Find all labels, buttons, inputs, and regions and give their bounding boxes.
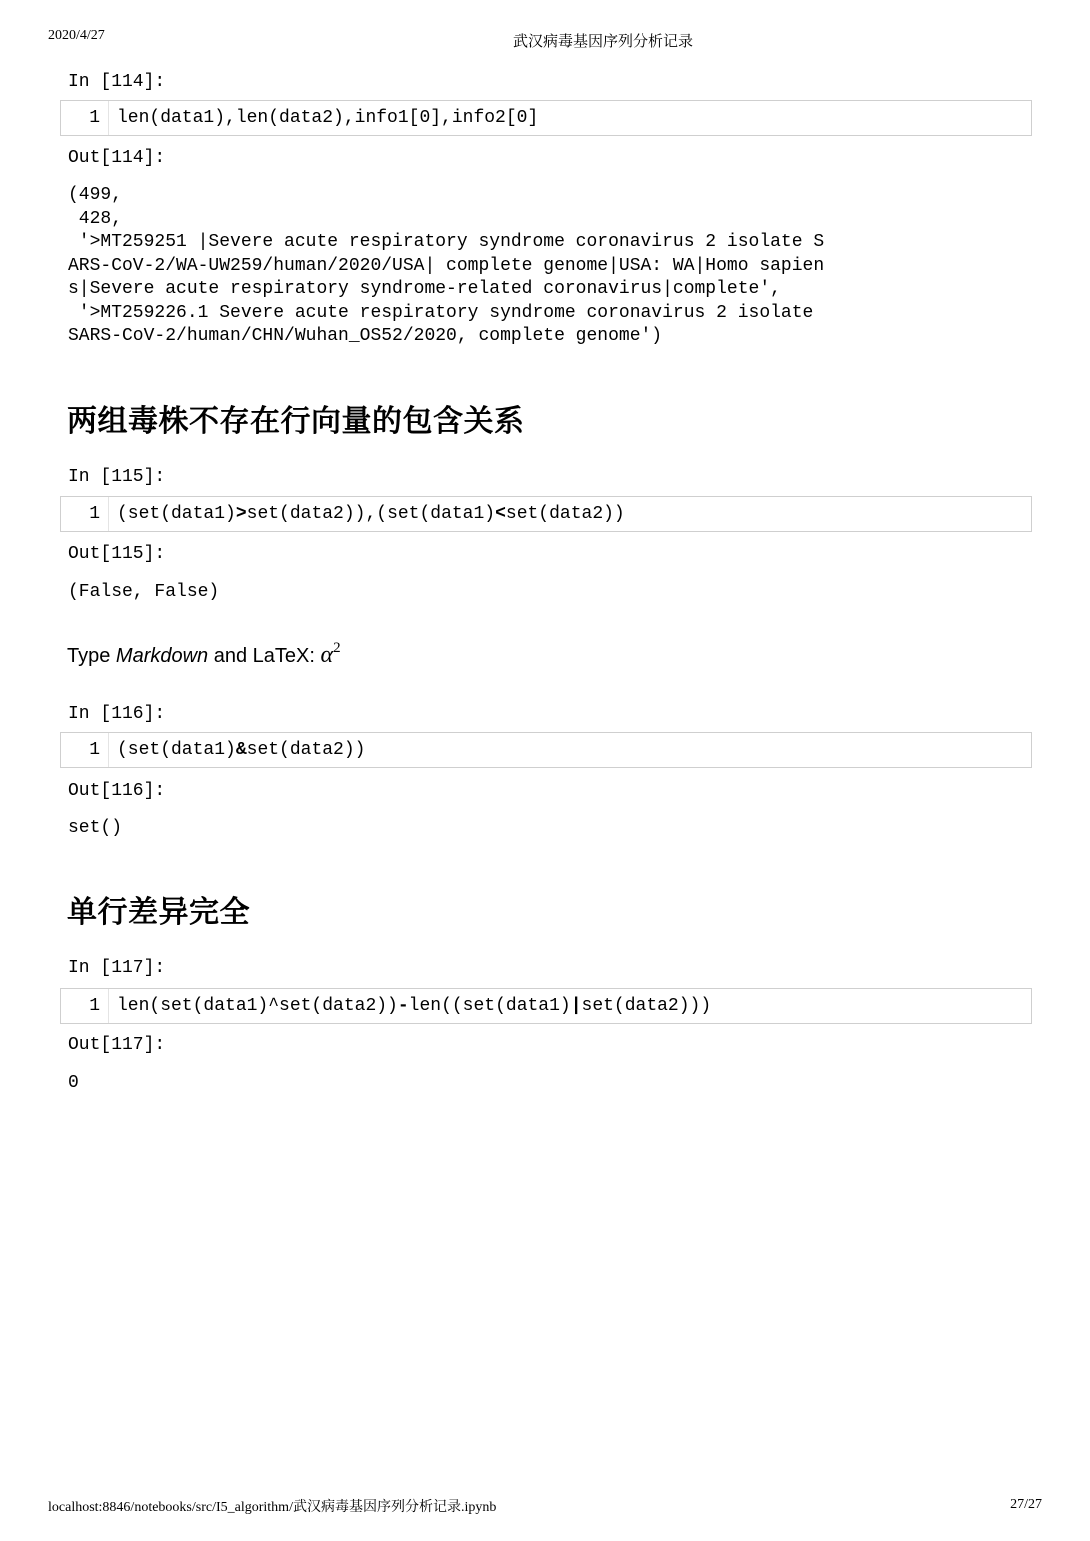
output-115: (False, False): [68, 582, 220, 602]
code-part: (set(data1): [117, 740, 236, 760]
operator-and: &: [235, 740, 247, 760]
line-number: 1: [61, 989, 109, 1023]
in-prompt-114: In [114]:: [68, 72, 166, 92]
operator-pipe: |: [570, 996, 582, 1016]
print-date: 2020/4/27: [48, 28, 105, 43]
out-prompt-115: Out[115]:: [68, 544, 166, 564]
in-prompt-116: In [116]:: [68, 704, 166, 724]
output-117: 0: [68, 1073, 79, 1093]
in-prompt-115: In [115]:: [68, 467, 166, 487]
line-number: 1: [61, 497, 109, 531]
code-part: set(data2)): [505, 504, 625, 524]
markdown-cell[interactable]: [67, 640, 341, 669]
code-cell-115[interactable]: [60, 496, 1032, 532]
output-114: (499, 428, '>MT259251 |Severe acute respiratory syndrome coronavirus 2 isolate S ARS-CoV-2/WA-UW259/human/2020/USA| complete genome|USA: WA|Homo sapien s|Severe acute respiratory syndrome-related coronavirus|complete', '>MT259226.1 Severe acute respiratory syndrome coronavirus 2 isolate SARS-CoV-2/human/CHN/Wuhan_OS52/2020, complete genome'): [68, 185, 825, 346]
operator-gt: >: [235, 504, 247, 524]
code-part: set(data2)),(set(data1): [246, 504, 496, 524]
output-116: set(): [68, 818, 123, 838]
print-title: 武汉病毒基因序列分析记录: [512, 34, 693, 50]
code-part: set(data2))): [581, 996, 712, 1016]
operator-minus: -: [397, 996, 409, 1016]
line-number: 1: [61, 101, 109, 135]
print-url: localhost:8846/notebooks/src/I5_algorithm/武汉病毒基因序列分析记录.ipynb: [48, 1500, 497, 1515]
out-prompt-117: Out[117]:: [68, 1035, 166, 1055]
alpha-symbol: α: [320, 642, 334, 668]
code-cell-117[interactable]: [60, 988, 1032, 1024]
print-page-number: 27/27: [1010, 1497, 1042, 1512]
code-line[interactable]: [117, 497, 625, 531]
markdown-heading-inclusion: 两组毒株不存在行向量的包含关系: [67, 404, 525, 439]
in-prompt-117: In [117]:: [68, 958, 166, 978]
code-line[interactable]: [117, 733, 365, 767]
code-line[interactable]: len(data1),len(data2),info1[0],info2[0]: [117, 108, 539, 128]
code-part: set(data2)): [246, 740, 366, 760]
math-exponent: 2: [333, 640, 341, 656]
code-cell-116[interactable]: [60, 732, 1032, 768]
code-line[interactable]: [117, 989, 711, 1023]
code-part: len((set(data1): [408, 996, 571, 1016]
markdown-heading-difference: 单行差异完全: [67, 895, 250, 930]
out-prompt-114: Out[114]:: [68, 148, 166, 168]
math-alpha: [321, 642, 341, 668]
md-and-latex: and LaTeX:: [208, 645, 321, 667]
code-cell-114[interactable]: [60, 100, 1032, 136]
code-part: (set(data1): [117, 504, 236, 524]
line-number: 1: [61, 733, 109, 767]
md-markdown-word: Markdown: [115, 645, 209, 667]
out-prompt-116: Out[116]:: [68, 781, 166, 801]
code-part: len(set(data1)^set(data2)): [117, 996, 398, 1016]
operator-lt: <: [495, 504, 506, 524]
md-type-word: Type: [67, 645, 116, 667]
